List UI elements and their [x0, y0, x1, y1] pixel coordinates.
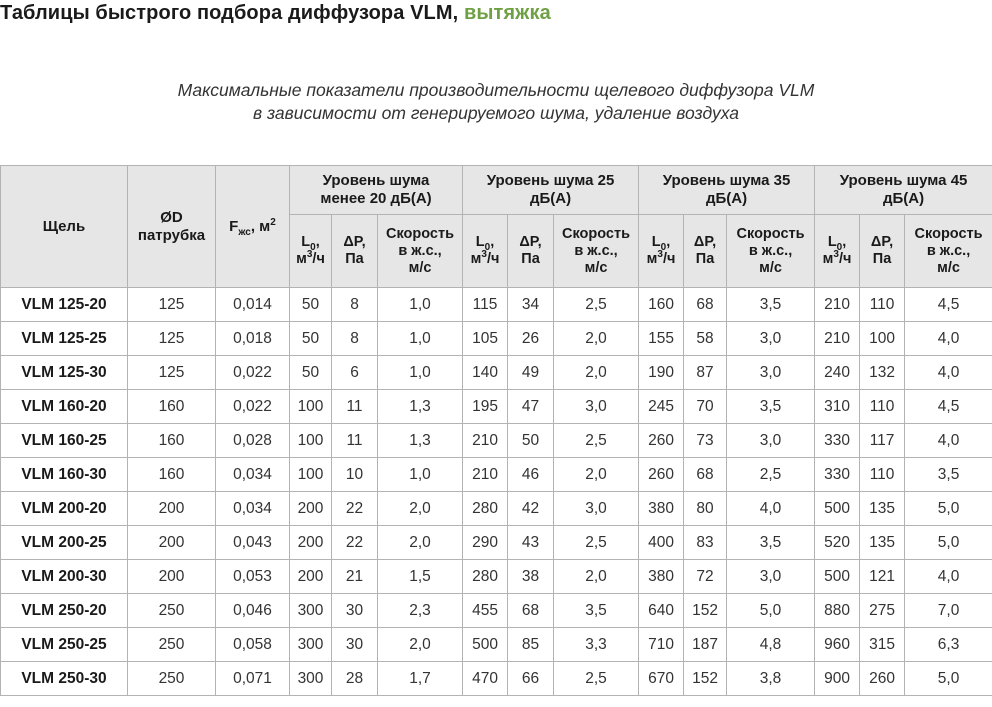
table-cell: 42 — [508, 492, 554, 526]
table-cell: 110 — [860, 288, 905, 322]
table-cell: 22 — [332, 492, 378, 526]
table-cell: 105 — [463, 322, 508, 356]
model-name-cell: VLM 160-30 — [1, 458, 128, 492]
table-cell: 200 — [128, 526, 216, 560]
table-cell: 50 — [290, 288, 332, 322]
table-cell: 250 — [128, 628, 216, 662]
table-cell: 34 — [508, 288, 554, 322]
table-cell: 4,0 — [905, 356, 992, 390]
table-cell: 275 — [860, 594, 905, 628]
table-cell: 4,8 — [727, 628, 815, 662]
table-row — [1, 492, 992, 526]
table-cell: 4,5 — [905, 390, 992, 424]
table-cell: 50 — [290, 322, 332, 356]
table-cell: 2,5 — [554, 288, 639, 322]
table-cell: 152 — [684, 662, 727, 696]
table-cell: 30 — [332, 594, 378, 628]
table-row — [1, 424, 992, 458]
table-cell: 3,8 — [727, 662, 815, 696]
table-cell: 22 — [332, 526, 378, 560]
table-cell: 380 — [639, 492, 684, 526]
table-cell: 400 — [639, 526, 684, 560]
header-noise-20: Уровень шума менее 20 дБ(А) — [290, 166, 463, 215]
table-cell: 1,3 — [378, 424, 463, 458]
model-name-cell: VLM 125-25 — [1, 322, 128, 356]
model-name-cell: VLM 250-30 — [1, 662, 128, 696]
table-cell: 160 — [128, 424, 216, 458]
table-cell: 7,0 — [905, 594, 992, 628]
table-cell: 3,0 — [727, 424, 815, 458]
table-cell: 3,0 — [727, 322, 815, 356]
table-cell: 500 — [815, 560, 860, 594]
title-accent: вытяжка — [463, 2, 551, 24]
table-cell: 160 — [639, 288, 684, 322]
table-cell: 500 — [815, 492, 860, 526]
table-cell: 100 — [290, 424, 332, 458]
table-row — [1, 560, 992, 594]
table-cell: 4,5 — [905, 288, 992, 322]
table-cell: 200 — [128, 492, 216, 526]
table-cell: 1,0 — [378, 322, 463, 356]
table-cell: 2,3 — [378, 594, 463, 628]
table-cell: 210 — [815, 288, 860, 322]
table-cell: 1,7 — [378, 662, 463, 696]
table-cell: 152 — [684, 594, 727, 628]
table-cell: 195 — [463, 390, 508, 424]
table-cell: 4,0 — [905, 560, 992, 594]
table-cell: 28 — [332, 662, 378, 696]
table-cell: 3,5 — [905, 458, 992, 492]
table-cell: 3,5 — [727, 390, 815, 424]
table-cell: 290 — [463, 526, 508, 560]
table-cell: 11 — [332, 390, 378, 424]
table-cell: 250 — [128, 594, 216, 628]
subheader-speed: Скорость в ж.с., м/с — [905, 215, 992, 288]
table-cell: 5,0 — [905, 492, 992, 526]
table-cell: 3,0 — [727, 560, 815, 594]
table-row — [1, 288, 992, 322]
table-cell: 5,0 — [905, 526, 992, 560]
table-row — [1, 356, 992, 390]
table-row — [1, 458, 992, 492]
model-name-cell: VLM 125-30 — [1, 356, 128, 390]
table-cell: 8 — [332, 322, 378, 356]
table-row — [1, 628, 992, 662]
table-cell: 3,0 — [554, 390, 639, 424]
table-cell: 1,0 — [378, 288, 463, 322]
table-cell: 80 — [684, 492, 727, 526]
header-noise-45: Уровень шума 45 дБ(А) — [815, 166, 992, 215]
model-name-cell: VLM 200-30 — [1, 560, 128, 594]
table-cell: 110 — [860, 390, 905, 424]
table-cell: 0,022 — [216, 356, 290, 390]
table-cell: 68 — [684, 458, 727, 492]
page-title — [0, 2, 551, 25]
table-cell: 0,034 — [216, 458, 290, 492]
table-cell: 21 — [332, 560, 378, 594]
table-cell: 160 — [128, 390, 216, 424]
table-cell: 240 — [815, 356, 860, 390]
header-noise-35: Уровень шума 35 дБ(А) — [639, 166, 815, 215]
table-row — [1, 526, 992, 560]
table-cell: 47 — [508, 390, 554, 424]
table-cell: 68 — [508, 594, 554, 628]
table-cell: 330 — [815, 424, 860, 458]
table-cell: 200 — [290, 492, 332, 526]
table-cell: 58 — [684, 322, 727, 356]
table-cell: 73 — [684, 424, 727, 458]
subheader-speed: Скорость в ж.с., м/с — [554, 215, 639, 288]
table-cell: 135 — [860, 526, 905, 560]
table-cell: 960 — [815, 628, 860, 662]
table-cell: 250 — [128, 662, 216, 696]
table-cell: 50 — [508, 424, 554, 458]
table-cell: 0,043 — [216, 526, 290, 560]
table-cell: 5,0 — [727, 594, 815, 628]
table-cell: 43 — [508, 526, 554, 560]
subheader-flow: $L_0$, $м^3/ч$ — [290, 215, 332, 288]
table-subtitle — [0, 79, 992, 125]
subtitle-line-2: в зависимости от генерируемого шума, удаление воздуха — [252, 103, 740, 123]
table-cell: 880 — [815, 594, 860, 628]
table-cell: 260 — [860, 662, 905, 696]
table-cell: 2,5 — [554, 526, 639, 560]
table-cell: 2,0 — [554, 560, 639, 594]
table-cell: 72 — [684, 560, 727, 594]
table-cell: 4,0 — [905, 424, 992, 458]
header-diameter: ØD патрубка — [128, 166, 216, 288]
table-cell: 85 — [508, 628, 554, 662]
table-cell: 6,3 — [905, 628, 992, 662]
table-cell: 1,5 — [378, 560, 463, 594]
subheader-flow: $L_0$, $м^3/ч$ — [639, 215, 684, 288]
table-cell: 26 — [508, 322, 554, 356]
table-cell: 3,3 — [554, 628, 639, 662]
table-cell: 2,5 — [554, 662, 639, 696]
table-cell: 140 — [463, 356, 508, 390]
table-cell: 0,034 — [216, 492, 290, 526]
subheader-speed: Скорость в ж.с., м/с — [378, 215, 463, 288]
table-cell: 70 — [684, 390, 727, 424]
model-name-cell: VLM 200-20 — [1, 492, 128, 526]
subheader-flow: $L_0$, $м^3/ч$ — [463, 215, 508, 288]
table-cell: 66 — [508, 662, 554, 696]
table-row — [1, 390, 992, 424]
table-cell: 87 — [684, 356, 727, 390]
table-cell: 2,5 — [554, 424, 639, 458]
table-cell: 100 — [860, 322, 905, 356]
table-cell: 4,0 — [727, 492, 815, 526]
table-cell: 160 — [128, 458, 216, 492]
table-cell: 3,0 — [727, 356, 815, 390]
table-cell: 710 — [639, 628, 684, 662]
table-cell: 300 — [290, 662, 332, 696]
table-cell: 210 — [463, 424, 508, 458]
table-cell: 110 — [860, 458, 905, 492]
table-cell: 83 — [684, 526, 727, 560]
table-cell: 2,0 — [378, 526, 463, 560]
subheader-flow: $L_0$, $м^3/ч$ — [815, 215, 860, 288]
table-cell: 200 — [128, 560, 216, 594]
table-cell: 125 — [128, 288, 216, 322]
table-cell: 455 — [463, 594, 508, 628]
table-cell: 125 — [128, 322, 216, 356]
subheader-pressure-drop: ΔP, Па — [332, 215, 378, 288]
table-cell: 245 — [639, 390, 684, 424]
table-cell: 1,0 — [378, 458, 463, 492]
table-cell: 2,0 — [378, 492, 463, 526]
table-cell: 280 — [463, 492, 508, 526]
table-cell: 190 — [639, 356, 684, 390]
table-cell: 1,0 — [378, 356, 463, 390]
table-cell: 46 — [508, 458, 554, 492]
table-cell: 470 — [463, 662, 508, 696]
table-cell: 68 — [684, 288, 727, 322]
table-cell: 4,0 — [905, 322, 992, 356]
table-cell: 310 — [815, 390, 860, 424]
table-cell: 300 — [290, 594, 332, 628]
model-name-cell: VLM 125-20 — [1, 288, 128, 322]
model-name-cell: VLM 250-20 — [1, 594, 128, 628]
subheader-pressure-drop: ΔP, Па — [684, 215, 727, 288]
table-cell: 0,014 — [216, 288, 290, 322]
table-cell: 300 — [290, 628, 332, 662]
model-name-cell: VLM 160-20 — [1, 390, 128, 424]
table-cell: 0,028 — [216, 424, 290, 458]
table-cell: 135 — [860, 492, 905, 526]
table-cell: 260 — [639, 458, 684, 492]
table-cell: 3,5 — [727, 288, 815, 322]
table-cell: 49 — [508, 356, 554, 390]
table-cell: 115 — [463, 288, 508, 322]
model-name-cell: VLM 250-25 — [1, 628, 128, 662]
table-row — [1, 594, 992, 628]
table-cell: 200 — [290, 560, 332, 594]
table-cell: 3,5 — [727, 526, 815, 560]
subheader-pressure-drop: ΔP, Па — [508, 215, 554, 288]
subheader-speed: Скорость в ж.с., м/с — [727, 215, 815, 288]
table-cell: 330 — [815, 458, 860, 492]
table-cell: 260 — [639, 424, 684, 458]
table-cell: 132 — [860, 356, 905, 390]
table-cell: 2,5 — [727, 458, 815, 492]
table-cell: 210 — [463, 458, 508, 492]
table-cell: 200 — [290, 526, 332, 560]
table-cell: 2,0 — [554, 322, 639, 356]
table-cell: 187 — [684, 628, 727, 662]
table-row — [1, 322, 992, 356]
table-cell: 2,0 — [378, 628, 463, 662]
table-cell: 50 — [290, 356, 332, 390]
table-cell: 0,046 — [216, 594, 290, 628]
table-cell: 210 — [815, 322, 860, 356]
table-cell: 500 — [463, 628, 508, 662]
table-row — [1, 662, 992, 696]
table-cell: 38 — [508, 560, 554, 594]
table-cell: 0,018 — [216, 322, 290, 356]
model-name-cell: VLM 160-25 — [1, 424, 128, 458]
table-cell: 670 — [639, 662, 684, 696]
table-cell: 0,022 — [216, 390, 290, 424]
table-cell: 1,3 — [378, 390, 463, 424]
table-cell: 10 — [332, 458, 378, 492]
table-cell: 640 — [639, 594, 684, 628]
table-cell: 3,0 — [554, 492, 639, 526]
header-slot: Щель — [1, 166, 128, 288]
table-cell: 0,053 — [216, 560, 290, 594]
table-cell: 3,5 — [554, 594, 639, 628]
table-cell: 0,058 — [216, 628, 290, 662]
table-cell: 8 — [332, 288, 378, 322]
table-cell: 315 — [860, 628, 905, 662]
table-cell: 0,071 — [216, 662, 290, 696]
table-cell: 900 — [815, 662, 860, 696]
table-cell: 5,0 — [905, 662, 992, 696]
table-cell: 2,0 — [554, 458, 639, 492]
table-cell: 30 — [332, 628, 378, 662]
table-cell: 100 — [290, 458, 332, 492]
table-cell: 155 — [639, 322, 684, 356]
title-text: Таблицы быстрого подбора диффузора VLM, — [0, 2, 459, 24]
table-cell: 117 — [860, 424, 905, 458]
header-noise-25: Уровень шума 25 дБ(А) — [463, 166, 639, 215]
header-area: $F_{жс}$, $м^2$ — [216, 166, 290, 288]
table-cell: 520 — [815, 526, 860, 560]
subheader-pressure-drop: ΔP, Па — [860, 215, 905, 288]
table-cell: 100 — [290, 390, 332, 424]
table-cell: 280 — [463, 560, 508, 594]
table-cell: 2,0 — [554, 356, 639, 390]
table-cell: 125 — [128, 356, 216, 390]
table-cell: 6 — [332, 356, 378, 390]
table-cell: 121 — [860, 560, 905, 594]
subtitle-line-1: Максимальные показатели производительности щелевого диффузора VLM — [177, 80, 815, 100]
table-cell: 11 — [332, 424, 378, 458]
selection-table — [0, 165, 992, 696]
table-cell: 380 — [639, 560, 684, 594]
model-name-cell: VLM 200-25 — [1, 526, 128, 560]
